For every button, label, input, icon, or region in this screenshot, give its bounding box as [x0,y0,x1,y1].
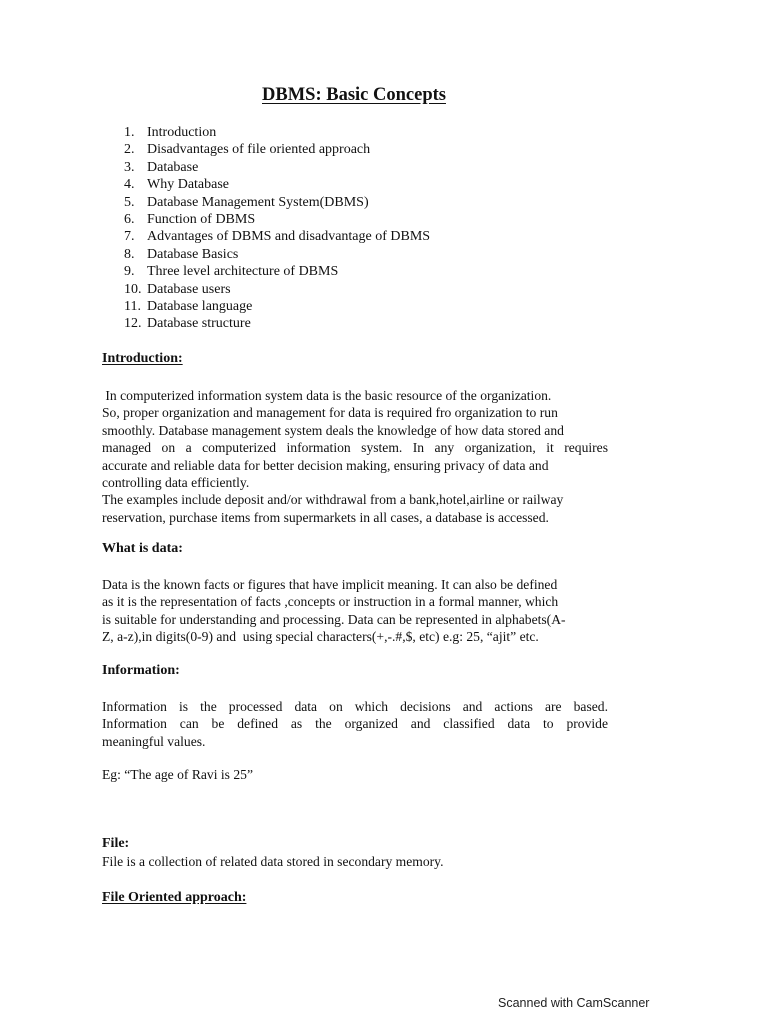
paragraph-line: accurate and reliable data for better decision making, ensuring privacy of data and [102,457,549,473]
what-is-data-paragraph [102,576,608,646]
what-is-data-heading: What is data: [102,541,183,556]
paragraph-line: Z, a-z),in digits(0-9) and using special characters(+,-.#,$, etc) e.g: 25, “ajit” etc. [102,629,539,645]
paragraph-line: reservation, purchase items from supermarkets in all cases, a database is accessed. [102,509,549,525]
paragraph-line: Data is the known facts or figures that have implicit meaning. It can also be defined [102,577,558,592]
toc-item: 10. Database users [124,281,231,297]
paragraph-line: is suitable for understanding and processing. Data can be represented in alphabets(A- [102,611,566,627]
paragraph-line: So, proper organization and management for data is required fro organization to run [102,405,558,421]
file-oriented-heading: File Oriented approach: [102,890,247,905]
paragraph-line: Information can be defined as the organized and classified data to provide [102,716,608,732]
toc-item: 1. Introduction [124,125,217,140]
paragraph-line: controlling data efficiently. [102,475,250,491]
toc-item: 4. Why Database [124,177,230,193]
paragraph-line: smoothly. Database management system deals the knowledge of how data stored and [102,422,564,438]
introduction-heading: Introduction: [102,351,183,366]
toc-item: 7. Advantages of DBMS and disadvantage of DBMS [124,229,431,245]
file-heading: File: [102,836,130,851]
toc-item: 8. Database Basics [124,246,239,262]
paragraph-line: managed on a computerized information system. In any organization, it requires [102,440,608,456]
toc-item: 6. Function of DBMS [124,212,256,228]
scanner-watermark: Scanned with CamScanner [498,996,650,1010]
toc-item: 11. Database language [124,299,253,315]
toc-item: 5. Database Management System(DBMS) [124,194,369,210]
toc-item: 12. Database structure [124,316,251,332]
paragraph-line: as it is the representation of facts ,concepts or instruction in a formal manner, which [102,594,559,610]
paragraph-line: meaningful values. [102,733,206,749]
document-title: DBMS: Basic Concepts [262,85,446,105]
information-paragraph [102,698,608,750]
file-definition: File is a collection of related data stored in secondary memory. [102,854,444,869]
information-heading: Information: [102,663,180,678]
paragraph-line: Information is the processed data on which decisions and actions are based. [102,699,608,714]
table-of-contents [124,124,430,333]
paragraph-line: In computerized information system data is the basic resource of the organization. [102,388,552,403]
toc-item: 3. Database [124,159,199,175]
toc-item: 2. Disadvantages of file oriented approach [124,142,371,158]
information-example: Eg: “The age of Ravi is 25” [102,767,253,782]
paragraph-line: The examples include deposit and/or withdrawal from a bank,hotel,airline or railway [102,492,564,508]
toc-item: 9. Three level architecture of DBMS [124,264,339,280]
introduction-paragraph [102,387,608,526]
